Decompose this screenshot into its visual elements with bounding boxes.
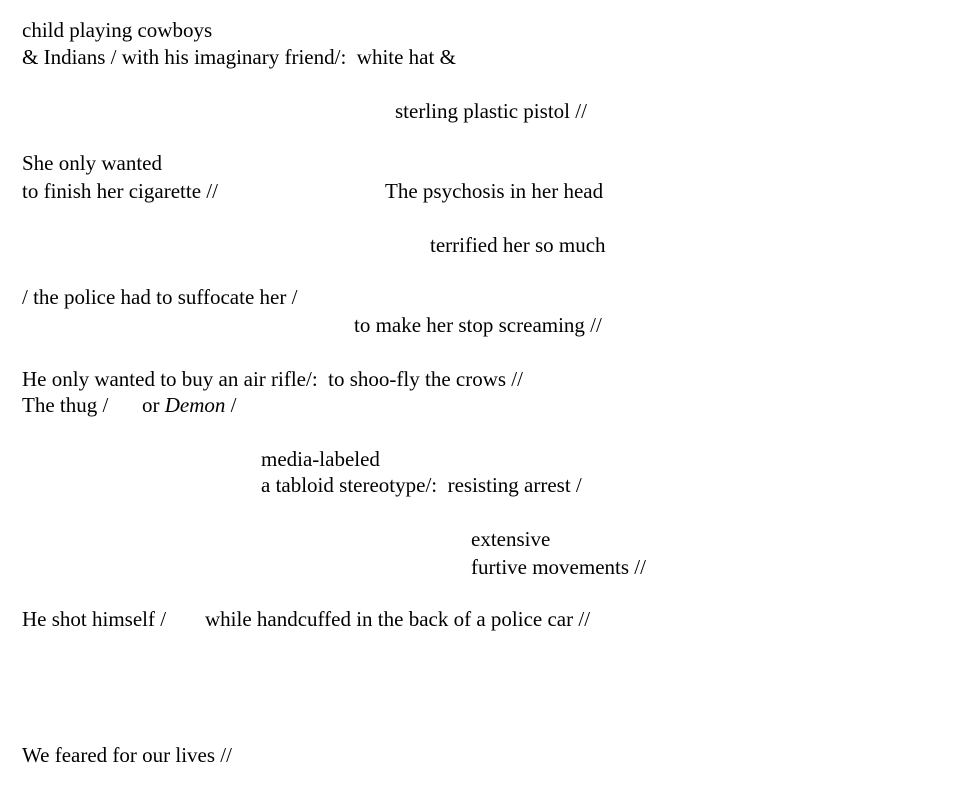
poem-line [142, 392, 237, 418]
poem-fragment: The thug / [22, 393, 109, 417]
poem-line: sterling plastic pistol // [395, 99, 587, 123]
poem-line: while handcuffed in the back of a police car // [205, 607, 591, 631]
poem-line: a tabloid stereotype/: resisting arrest / [261, 473, 582, 497]
poem-line: furtive movements // [471, 555, 646, 579]
poem-line: He only wanted to buy an air rifle/: to shoo-fly the crows // [22, 367, 523, 391]
poem-line: & Indians / with his imaginary friend/: white hat & [22, 45, 456, 69]
poem-fragment: or [142, 393, 165, 417]
poem-fragment: / [225, 393, 237, 417]
poem-line: We feared for our lives // [22, 743, 232, 767]
poem-line: extensive [471, 527, 551, 551]
poem-line [22, 392, 108, 418]
poem-line: to finish her cigarette // [22, 179, 218, 203]
poem-line: media-labeled [261, 447, 380, 471]
poem-line: terrified her so much [430, 233, 606, 257]
poem-emphasis: Demon [164, 393, 226, 417]
poem-line: The psychosis in her head [385, 179, 604, 203]
poem-line: She only wanted [22, 151, 162, 175]
poem-line: to make her stop screaming // [354, 313, 602, 337]
poem-line: child playing cowboys [22, 18, 213, 42]
poem-line: He shot himself / [22, 607, 167, 631]
poem-line: / the police had to suffocate her / [22, 285, 298, 309]
